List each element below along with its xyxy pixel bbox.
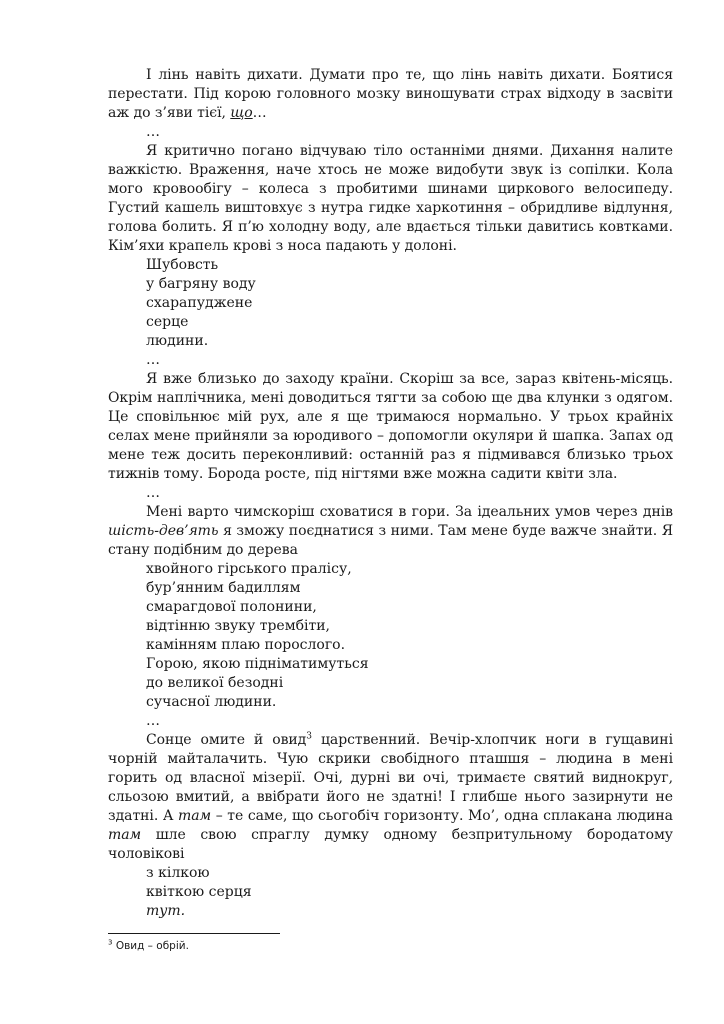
underlined-word: що <box>230 105 253 121</box>
footnote-divider <box>108 933 280 934</box>
footnote <box>108 940 189 952</box>
paragraph-4 <box>108 503 673 560</box>
separator-3: … <box>146 485 160 501</box>
footnote-number: 3 <box>108 938 113 947</box>
paragraph-5-part-d: шле свою спраглу думку одному безпритульному бородатому чоловікові <box>108 827 673 862</box>
poem2-line: хвойного гірського пралісу, <box>146 561 352 577</box>
paragraph-2: Я критично погано відчуваю тіло останніми днями. Дихання налите важкістю. Враження, наче хтось не може видобути звук із сопілки. Кола мого кровообігу – колеса з пробитими шинами циркового велосипеду. Густий кашель виштовхує з нутра гидке харкотиння – обридливе відлуння, голова болить. Я п’ю холодну воду, але вдається тільки давитись ковтками. Кім’яхи крапель крові з носа падають у долоні. <box>108 143 673 254</box>
paragraph-3: Я вже близько до заходу країни. Скоріш за все, зараз квітень-місяць. Окрім наплічника, мені доводиться тягти за собою ще два клунки з одягом. Це сповільнює мій рух, але я ще тримаюся нормально. У трьох крайніх селах мене прийняли за юродивого – допомогли окуляри й шапка. Запах од мене теж досить переконливий: останній раз я підмивався близько трьох тижнів тому. Борода росте, під нігтями вже можна садити квіти зла. <box>108 371 673 482</box>
body-text <box>108 66 673 921</box>
poem3-last-word: тут. <box>146 903 186 919</box>
paragraph-5-part-a: Сонце омите й овид <box>146 732 307 748</box>
italic-word: там <box>108 827 142 843</box>
poem1-line: людини. <box>146 333 209 349</box>
italic-word: там <box>178 808 212 824</box>
poem2-line: Горою, якою підніматимуться <box>146 656 369 672</box>
separator-4: … <box>146 713 160 729</box>
poem1-line: Шубовсть <box>146 257 219 273</box>
separator-1: … <box>146 124 160 140</box>
poem3-line <box>108 902 673 921</box>
poem2-line: смарагдової полонини, <box>146 599 317 615</box>
italic-phrase: шість-дев’ять <box>108 523 219 539</box>
poem3-line: квіткою серця <box>146 884 252 900</box>
poem1-line: схарапуджене <box>146 295 253 311</box>
poem2-line: камінням плаю порослого. <box>146 637 346 653</box>
poem2-line: відтінню звуку трембіти, <box>146 618 331 634</box>
paragraph-1-end: … <box>252 105 267 121</box>
paragraph-4-end: я зможу поєднатися з ними. Там мене буде важче знайти. Я стану подібним до дерева <box>108 523 673 558</box>
poem2-line: бур’янним бадиллям <box>146 580 301 596</box>
paragraph-4-start: Мені варто чимскоріш сховатися в гори. За ідеальних умов через днів <box>146 504 673 520</box>
footnote-ref[interactable]: 3 <box>306 731 312 742</box>
poem1-line: серце <box>146 314 189 330</box>
paragraph-1-text: І лінь навіть дихати. Думати про те, що лінь навіть дихати. Боятися перестати. Під корою головного мозку виношувати страх відходу в засвіти аж до з’яви тієї, <box>108 67 673 121</box>
poem3-line: з кілкою <box>146 865 210 881</box>
poem1-line: у багряну воду <box>146 276 256 292</box>
paragraph-5-part-c: – те саме, що сьогобіч горизонту. Мо’, одна сплакана людина <box>215 808 673 824</box>
footnote-text: Овид – обрій. <box>115 940 189 952</box>
separator-2: … <box>146 352 160 368</box>
poem2-line: сучасної людини. <box>146 694 277 710</box>
paragraph-5 <box>108 731 673 864</box>
poem2-line: до великої безодні <box>146 675 284 691</box>
paragraph-1 <box>108 66 673 123</box>
paragraph-5-part-b: царственний. Вечір-хлопчик ноги в гущавині чорній майталачить. Чую скрики свобідного пташшя – людина в мені горить од власної мізерії. Очі, дурні ви очі, тримаєте святий виднокруг, сльозою вмитий, а ввібрати його не здатні! І глибше нього зазирнути не здатні. А <box>108 732 674 824</box>
